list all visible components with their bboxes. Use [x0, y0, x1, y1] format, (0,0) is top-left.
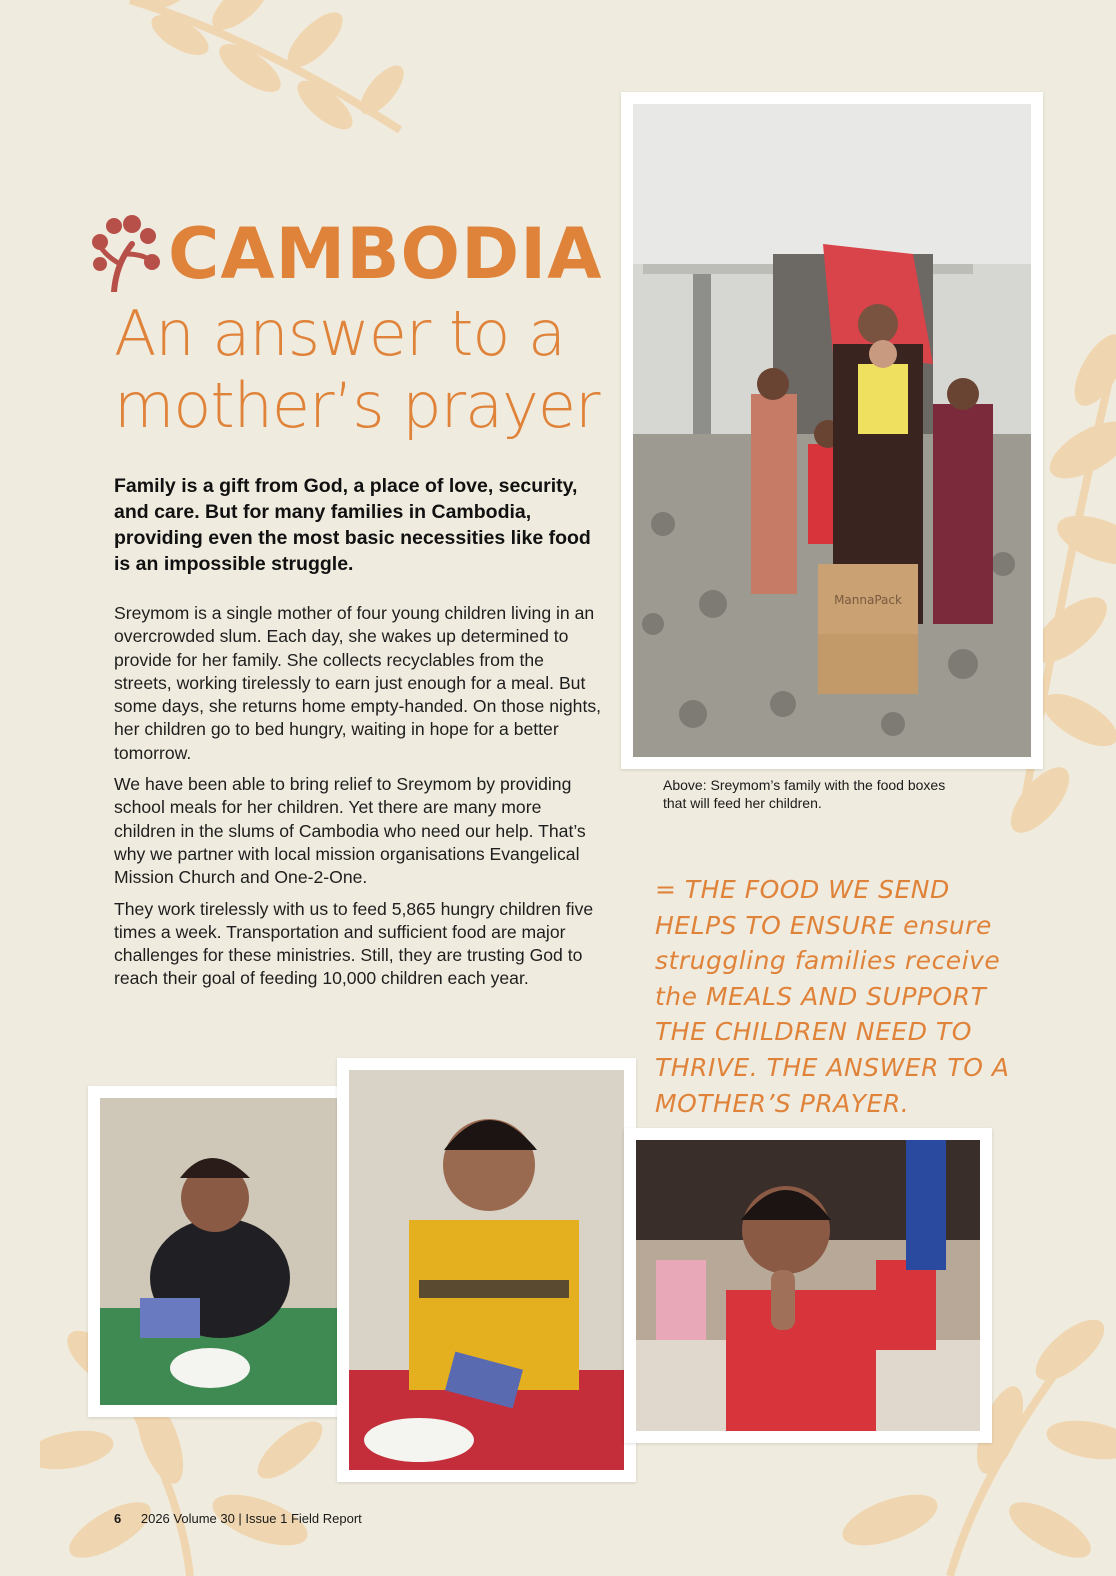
page-number: 6: [114, 1511, 122, 1526]
headline: [114, 298, 614, 442]
food-box-label: MannaPack: [834, 593, 902, 607]
page-footer: [114, 1511, 362, 1526]
headline-line-2: mother’s prayer: [114, 369, 600, 442]
berry-branch-icon: [92, 214, 160, 292]
boy-eating-illustration: [349, 1070, 624, 1470]
boy-eating-photo: [337, 1058, 636, 1482]
issue-info: 2026 Volume 30 | Issue 1 Field Report: [140, 1511, 362, 1526]
girl-eating-illustration: [100, 1098, 338, 1405]
headline-line-1: An answer to a: [114, 297, 565, 370]
pull-quote: [655, 872, 1015, 1121]
family-photo-illustration: [633, 104, 1031, 757]
body-paragraph-2: We have been able to bring relief to Sreymom by providing school meals for her children. Yet there are many more children in the slums of Cambodia who need our help. That’s why we partner with local mission organisations Evangelical Mission Church and One-2-One.: [114, 774, 586, 888]
body-text: [114, 602, 604, 999]
leaf-decoration-top: [110, 0, 420, 160]
body-paragraph-1: Sreymom is a single mother of four young children living in an overcrowded slum. Each day, she wakes up determined to provide for her family. She collects recyclables from the streets, working tirelessly to earn just enough for a meal. But some days, she returns home empty-handed. On those nights, her children go to bed hungry, waiting in hope for a better tomorrow.: [114, 603, 602, 763]
country-title: CAMBODIA: [168, 213, 603, 295]
quote-mark: =: [655, 875, 677, 904]
photo-caption: Above: Sreymom’s family with the food boxes that will feed her children.: [663, 777, 946, 811]
girl-praying-illustration: [636, 1140, 980, 1431]
girl-eating-photo: [88, 1086, 350, 1417]
family-photo: [621, 92, 1043, 769]
lead-paragraph: Family is a gift from God, a place of love, security, and care. But for many families in Cambodia, providing even the most basic necessities like food is an impossible struggle.: [114, 475, 591, 575]
quote-text: THE FOOD WE SEND HELPS TO ENSURE ensure struggling families receive the MEALS AND SUPPORT THE CHILDREN NEED TO THRIVE. THE ANSWER TO A MOTHER’S PRAYER.: [655, 875, 1010, 1118]
girl-praying-photo: [624, 1128, 992, 1443]
body-paragraph-3: They work tirelessly with us to feed 5,865 hungry children five times a week. Transportation and sufficient food are major challenges for these ministries. Still, they are trusting God to reach their goal of feeding 10,000 children each year.: [114, 898, 594, 989]
